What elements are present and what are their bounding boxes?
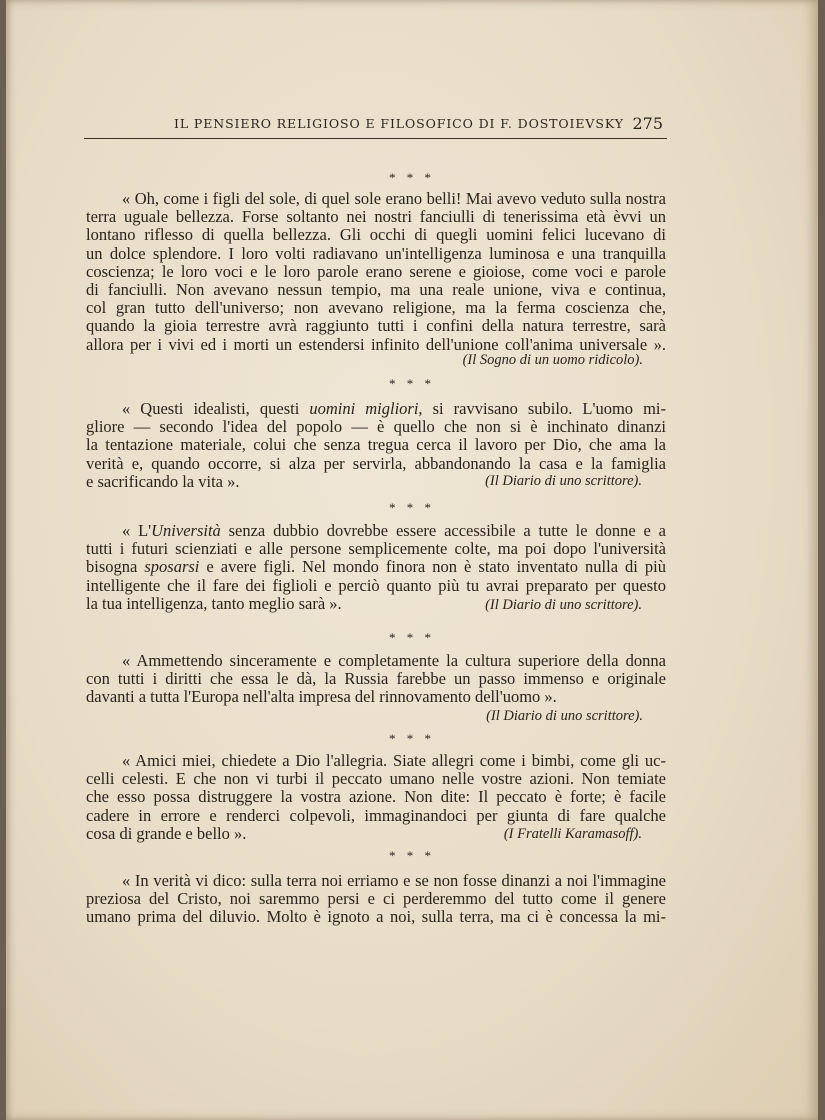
text-fragment: « L' — [122, 521, 152, 540]
page-header — [84, 112, 667, 139]
text-line: col gran tutto dell'universo; non avevano religione, ma la ferma coscienza che, — [86, 298, 666, 318]
text-line — [86, 522, 666, 540]
text-line: e sacrificando la vita ». — [86, 471, 240, 491]
text-line: la tentazione materiale, colui che senza tregua cerca il lavoro per Dio, che ama la — [86, 435, 666, 455]
section-separator: * * * — [389, 500, 435, 515]
text-line: coscienza; le loro voci e le loro parole erano serene e gioiose, come voci e parole — [86, 261, 666, 281]
text-line: celli celesti. E che non vi turbi il peccato umano nelle vostre azioni. Non temiate — [86, 769, 666, 789]
text-line: « Ammettendo sinceramente e completamente la cultura superiore della donna — [122, 651, 666, 670]
text-line: davanti a tutta l'Europa nell'alta impresa del rinnovamento dell'uomo ». — [86, 687, 557, 707]
text-line: « Amici miei, chiedete a Dio l'allegria. Siate allegri come i bimbi, come gli uc- — [122, 751, 666, 770]
citation: (Il Sogno di un uomo ridicolo). — [462, 352, 643, 368]
book-page — [6, 0, 818, 1120]
text-line — [86, 400, 666, 418]
citation: (I Fratelli Karamasoff). — [503, 826, 642, 842]
text-line: un dolce splendore. I loro volti radiavano un'intelligenza luminosa e una tranquilla — [86, 243, 666, 263]
text-line: di fanciulli. Non avevano nessun tempio, ma una reale unione, viva e continua, — [86, 279, 666, 299]
running-head: IL PENSIERO RELIGIOSO E FILOSOFICO DI F. DOSTOIEVSKY — [174, 116, 624, 131]
text-line: allora per i vivi ed i morti un estendersi infinito dell'unione coll'anima universale ». — [86, 334, 666, 354]
text-line: « Oh, come i figli del sole, di quel sole erano belli! Mai avevo veduto sulla nostra — [122, 189, 666, 208]
text-fragment: senza dubbio dovrebbe essere accessibile a tutte le donne e a — [220, 521, 666, 540]
text-line: verità e, quando occorre, si alza per servirla, abbandonando la casa e la famiglia — [86, 453, 666, 473]
text-line: lontano riflesso di quella bellezza. Gli occhi di quegli uomini felici lucevano di — [86, 225, 666, 245]
text-line: intelligente che il fare dei figlioli e perciò quanto più tu avrai preparato per questo — [86, 575, 666, 595]
text-line: con tutti i diritti che essa le dà, la Russia farebbe un passo immenso e originale — [86, 669, 666, 689]
text-line: cadere in errore e renderci colpevoli, immaginandoci per giunta di fare qualche — [86, 805, 666, 825]
citation: (Il Diario di uno scrittore). — [485, 473, 642, 489]
citation: (Il Diario di uno scrittore). — [485, 597, 642, 613]
section-separator: * * * — [389, 376, 435, 391]
text-fragment: bisogna — [86, 557, 145, 577]
text-line: cosa di grande e bello ». — [86, 823, 247, 843]
text-fragment: « Questi idealisti, questi — [122, 399, 310, 418]
emphasis: sposarsi — [144, 557, 200, 577]
text-line: umano prima del diluvio. Molto è ignoto a noi, sulla terra, ma ci è concessa la mi- — [86, 907, 666, 927]
text-line: quando la gioia terrestre avrà raggiunto tutti i confini della natura terrestre, sarà — [86, 316, 666, 336]
text-line: la tua intelligenza, tanto meglio sarà ». — [86, 593, 342, 613]
text-line: tutti i futuri scienziati e alle persone semplicemente colte, ma poi dopo l'università — [86, 539, 666, 559]
page-number: 275 — [632, 114, 663, 133]
passage-1 — [86, 190, 666, 354]
text-fragment: e avere figli. Nel mondo finora non è stato inventato nulla di più — [199, 557, 666, 577]
text-line: preziosa del Cristo, noi saremmo persi e ci perderemmo del tutto come il genere — [86, 889, 666, 909]
section-separator: * * * — [389, 848, 435, 863]
text-line: gliore — secondo l'idea del popolo — è quello che non si è inchinato dinanzi — [86, 417, 666, 437]
section-separator: * * * — [389, 170, 435, 185]
section-separator: * * * — [389, 731, 435, 746]
text-line: « In verità vi dico: sulla terra noi erriamo e se non fosse dinanzi a noi l'immagine — [122, 871, 666, 890]
text-line: terra uguale bellezza. Forse soltanto nei nostri fanciulli di tenerissima età èvvi un — [86, 207, 666, 227]
passage-4 — [86, 652, 666, 707]
section-separator: * * * — [389, 630, 435, 645]
passage-6 — [86, 872, 666, 927]
emphasis: uomini migliori — [309, 399, 419, 418]
citation: (Il Diario di uno scrittore). — [486, 708, 643, 724]
emphasis: Università — [151, 521, 221, 540]
text-fragment: , si ravvisano subilo. L'uomo mi- — [418, 399, 667, 418]
text-line — [86, 558, 666, 576]
text-line: che esso possa distruggere la vostra azione. Non dite: Il peccato è forte; è facile — [86, 787, 666, 807]
